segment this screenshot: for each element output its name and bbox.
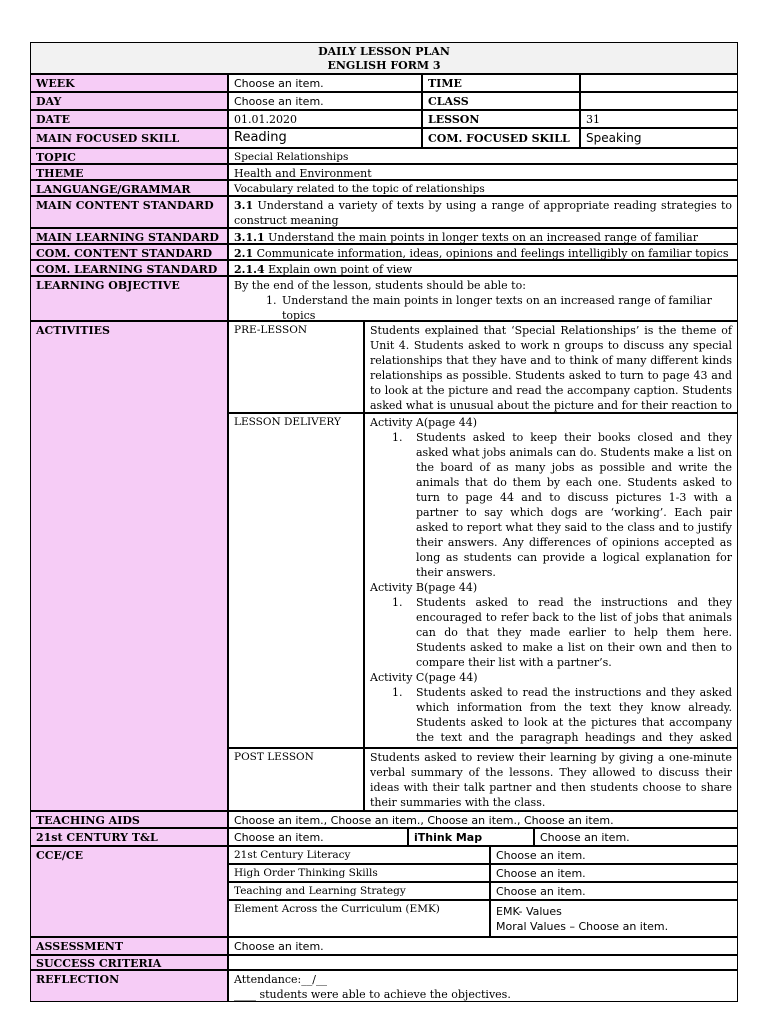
objective-item: 1. Understand the main points in longer texts on an increased range of familiar topics [280, 293, 732, 321]
lesson-plan-table [30, 42, 738, 1002]
activities-label: ACTIVITIES [30, 321, 228, 811]
com-learning-code: 2.1.4 [234, 263, 265, 276]
teaching-aids-select[interactable]: Choose an item., Choose an item., Choose an item., Choose an item. [228, 811, 738, 828]
day-label: DAY [30, 92, 228, 110]
activity-c-item: 1. Students asked to read the instructions and they asked which information from the text they know already. Students asked to look at the pictures that accompany the text and the paragraph headings and they asked [370, 685, 732, 748]
cce-row-name: High Order Thinking Skills [228, 864, 490, 882]
lesson-value[interactable]: 31 [580, 110, 738, 128]
success-value[interactable] [228, 955, 738, 970]
activity-a-list [370, 430, 732, 580]
assessment-select[interactable]: Choose an item. [228, 937, 738, 955]
activity-c-list [370, 685, 732, 748]
date-value[interactable]: 01.01.2020 [228, 110, 422, 128]
theme-label: THEME [30, 164, 228, 180]
title-line-2: ENGLISH FORM 3 [327, 59, 441, 72]
moral-values-prefix: Moral Values – [496, 920, 579, 933]
assessment-label: ASSESSMENT [30, 937, 228, 955]
reflection-value[interactable] [228, 970, 738, 1002]
moral-values-line [496, 919, 732, 934]
day-select[interactable]: Choose an item. [228, 92, 422, 110]
activity-c-text: Students asked to read the instructions and they asked which information from the text they know already. Students asked to look at the pictures that accompany the text and the paragraph headings and they asked [416, 686, 732, 744]
grammar-value[interactable]: Vocabulary related to the topic of relationships [228, 180, 738, 196]
lesson-delivery-text[interactable] [364, 413, 738, 748]
main-learning-value[interactable] [228, 228, 738, 244]
time-label: TIME [422, 74, 580, 92]
objective-value[interactable] [228, 276, 738, 321]
post-lesson-label: POST LESSON [228, 748, 364, 811]
class-value[interactable] [580, 92, 738, 110]
cce-row-select[interactable]: Choose an item. [490, 846, 738, 864]
com-learning-text: Explain own point of view [264, 263, 413, 276]
main-content-text: Understand a variety of texts by using a range of appropriate reading strategies to construct meaning [234, 199, 732, 227]
time-value[interactable] [580, 74, 738, 92]
century-label: 21st CENTURY T&L [30, 828, 228, 846]
theme-value[interactable]: Health and Environment [228, 164, 738, 180]
date-label: DATE [30, 110, 228, 128]
com-learning-value[interactable] [228, 260, 738, 276]
topic-label: TOPIC [30, 148, 228, 164]
com-content-value[interactable] [228, 244, 738, 260]
grammar-label: LANGUANGE/GRAMMAR [30, 180, 228, 196]
main-skill-value[interactable]: Reading [228, 128, 422, 148]
activity-c-title: Activity C(page 44) [370, 671, 478, 684]
teaching-aids-label: TEACHING AIDS [30, 811, 228, 828]
title-line-1: DAILY LESSON PLAN [318, 45, 450, 58]
activity-b-title: Activity B(page 44) [370, 581, 478, 594]
cce-row-select[interactable]: Choose an item. [490, 864, 738, 882]
lesson-delivery-label: LESSON DELIVERY [228, 413, 364, 748]
moral-values-select[interactable]: Choose an item. [578, 920, 669, 933]
reflection-label: REFLECTION [30, 970, 228, 1002]
week-select[interactable]: Choose an item. [228, 74, 422, 92]
main-learning-code: 3.1.1 [234, 231, 265, 244]
cce-row-name: Element Across the Curriculum (EMK) [228, 900, 490, 937]
objective-intro: By the end of the lesson, students should be able to: [234, 279, 526, 292]
com-content-code: 2.1 [234, 247, 254, 260]
main-learning-label: MAIN LEARNING STANDARD [30, 228, 228, 244]
main-learning-text: Understand the main points in longer texts on an increased range of familiar [268, 231, 698, 244]
success-label: SUCCESS CRITERIA [30, 955, 228, 970]
plan-title [30, 42, 738, 74]
class-label: CLASS [422, 92, 580, 110]
activity-b-list [370, 595, 732, 670]
century-select-2[interactable]: Choose an item. [534, 828, 738, 846]
main-content-code: 3.1 [234, 199, 254, 212]
activity-b-item: 1. Students asked to read the instructions and they encouraged to refer back to the list of jobs that animals can do that they made earlier to help them here. Students asked to make a list on their own and then to compare their list with a partner’s. [392, 596, 732, 669]
lesson-label: LESSON [422, 110, 580, 128]
com-skill-value[interactable]: Speaking [580, 128, 738, 148]
emk-values-text: EMK- Values [496, 905, 562, 918]
activity-a-text: Students asked to keep their books closed and they asked what jobs animals can do. Students make a list on the board of as many jobs as possible and write the animals that do them by each one. Students asked to turn to page 44 and to discuss pictures 1-3 with a partner to say which dogs are ‘working’. Each pair asked to report what they said to the class and to justify their answers. Any differences of opinions accepted as long as students can provide a logical explanation for their answers. [416, 431, 732, 579]
ithink-map-label: iThink Map [408, 828, 534, 846]
week-label: WEEK [30, 74, 228, 92]
pre-lesson-label: PRE-LESSON [228, 321, 364, 413]
cce-row-select[interactable]: Choose an item. [490, 882, 738, 900]
objectives-line: ____ students were able to achieve the objectives. [234, 988, 511, 1001]
com-content-text: Communicate information, ideas, opinions and feelings intelligibly on familiar topics [253, 247, 729, 260]
objective-list [234, 293, 732, 321]
post-lesson-text[interactable]: Students asked to review their learning by giving a one-minute verbal summary of the lessons. They allowed to discuss their ideas with their talk partner and then students choose to share their summaries with the class. [364, 748, 738, 811]
activity-a-item: 1. Students asked to keep their books closed and they asked what jobs animals can do. Students make a list on the board of as many jobs as possible and write the animals that do them by each one. Students asked to turn to page 44 and to discuss pictures 1-3 with a partner to say which dogs are ‘working’. Each pair asked to report what they said to the class and to justify their answers. Any differences of opinions accepted as long as students can provide a logical explanation for their answers. [392, 431, 732, 579]
pre-lesson-text[interactable]: Students explained that ‘Special Relationships’ is the theme of Unit 4. Students asked to work n groups to discuss any special relationships that they have and to think of many different kinds relationships as possible. Students asked to turn to page 43 and to look at the picture and read the accompany caption. Students asked what is unusual about the picture and for their reaction to [364, 321, 738, 413]
main-content-label: MAIN CONTENT STANDARD [30, 196, 228, 228]
activity-a-title: Activity A(page 44) [370, 416, 478, 429]
com-learning-label: COM. LEARNING STANDARD [30, 260, 228, 276]
main-content-value[interactable] [228, 196, 738, 228]
objective-label: LEARNING OBJECTIVE [30, 276, 228, 321]
com-content-label: COM. CONTENT STANDARD [30, 244, 228, 260]
com-skill-label: COM. FOCUSED SKILL [422, 128, 580, 148]
cce-row-name: 21st Century Literacy [228, 846, 490, 864]
attendance-line: Attendance:__/__ [234, 973, 327, 986]
topic-value[interactable]: Special Relationships [228, 148, 738, 164]
cce-row-name: Teaching and Learning Strategy [228, 882, 490, 900]
main-skill-label: MAIN FOCUSED SKILL [30, 128, 228, 148]
activity-b-text: Students asked to read the instructions and they encouraged to refer back to the list of jobs that animals can do that they made earlier to help them here. Students asked to make a list on their own and then to compare their list with a partner’s. [416, 596, 732, 669]
emk-values-cell[interactable] [490, 900, 738, 937]
century-select-1[interactable]: Choose an item. [228, 828, 408, 846]
cce-label: CCE/CE [30, 846, 228, 937]
